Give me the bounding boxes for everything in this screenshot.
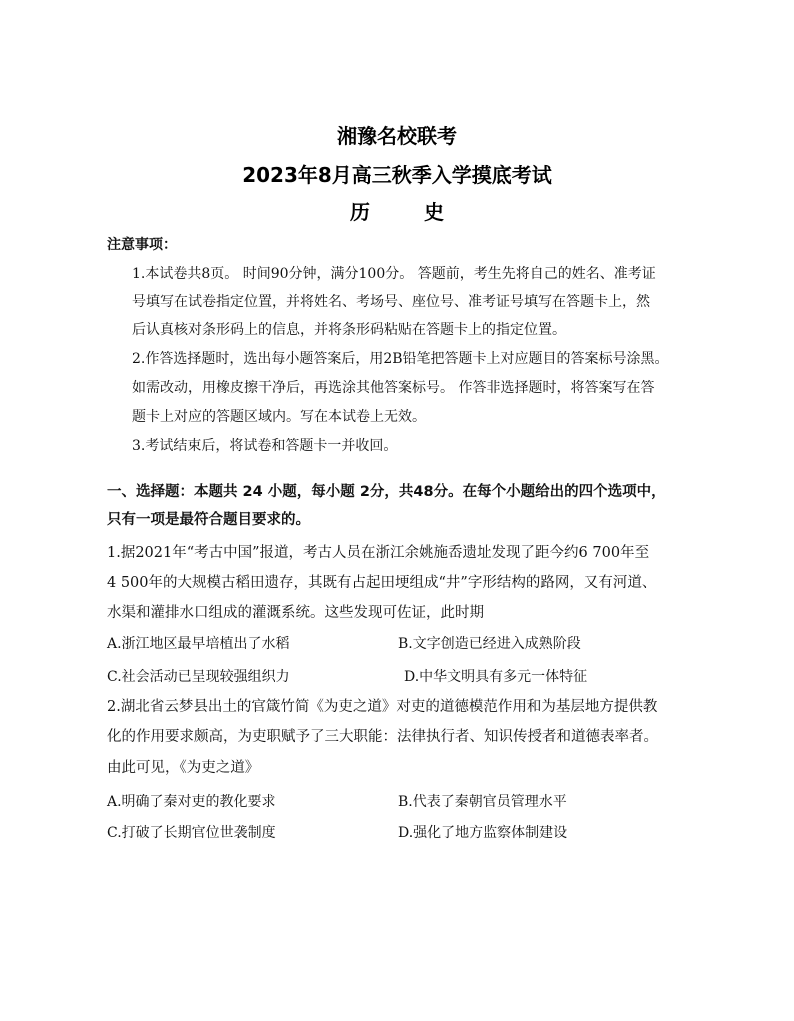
subject-char-1: 历 bbox=[350, 200, 370, 224]
question-2-stem: 由此可见，《为吏之道》 bbox=[107, 760, 260, 776]
section-heading-cont: 只有一项是最符合题目要求的。 bbox=[107, 512, 310, 528]
notice-line: 后认真核对条形码上的信息，并将条形码粘贴在答题卡上的指定位置。 bbox=[132, 322, 566, 338]
question-1-stem: 水渠和灌排水口组成的灌溉系统。这些发现可佐证，此时期 bbox=[107, 605, 484, 621]
question-1-option-b: B.文字创造已经进入成熟阶段 bbox=[398, 636, 581, 652]
subject-char-2: 史 bbox=[424, 200, 444, 224]
question-1-stem: 1.据2021年“考古中国”报道，考古人员在浙江余姚施岙遗址发现了距今约6 700年至 bbox=[107, 545, 650, 561]
question-2-stem: 化的作用要求颇高，为吏职赋予了三大职能：法律执行者、知识传授者和道德表率者。 bbox=[107, 729, 658, 745]
notice-line: 2.作答选择题时，选出每小题答案后，用2B铅笔把答题卡上对应题目的答案标号涂黑。 bbox=[132, 351, 669, 367]
question-1-option-a: A.浙江地区最早培植出了水稻 bbox=[107, 636, 290, 652]
subject-title bbox=[0, 200, 794, 224]
question-1-option-c: C.社会活动已呈现较强组织力 bbox=[107, 669, 290, 685]
notice-line: 如需改动，用橡皮擦干净后，再选涂其他答案标号。 作答非选择题时，将答案写在答 bbox=[132, 380, 655, 396]
question-2-option-d: D.强化了地方监察体制建设 bbox=[398, 825, 568, 841]
notice-line: 1.本试卷共8页。 时间90分钟，满分100分。 答题前，考生先将自己的姓名、准考证 bbox=[132, 266, 656, 282]
exam-name-title: 2023年8月高三秋季入学摸底考试 bbox=[242, 163, 552, 187]
question-2-stem: 2.湖北省云梦县出土的官箴竹简《为吏之道》对吏的道德模范作用和为基层地方提供教 bbox=[107, 699, 658, 715]
question-2-option-a: A.明确了秦对吏的教化要求 bbox=[107, 794, 276, 810]
question-2-option-c: C.打破了长期官位世袭制度 bbox=[107, 825, 276, 841]
exam-union-title: 湘豫名校联考 bbox=[337, 124, 457, 148]
question-1-option-d: D.中华文明具有多元一体特征 bbox=[404, 669, 588, 685]
notice-heading: 注意事项： bbox=[107, 237, 177, 253]
notice-line: 题卡上对应的答题区域内。写在本试卷上无效。 bbox=[132, 409, 426, 425]
question-1-stem: 4 500年的大规模古稻田遗存，其既有占起田埂组成“井”字形结构的路网，又有河道、 bbox=[107, 575, 657, 591]
question-2-option-b: B.代表了秦朝官员管理水平 bbox=[398, 794, 567, 810]
section-heading: 一、选择题：本题共 24 小题，每小题 2分，共48分。在每个小题给出的四个选项中， bbox=[107, 484, 666, 500]
notice-line: 3.考试结束后，将试卷和答题卡一并收回。 bbox=[132, 438, 398, 454]
notice-line: 号填写在试卷指定位置，并将姓名、考场号、座位号、准考证号填写在答题卡上，然 bbox=[132, 294, 650, 310]
